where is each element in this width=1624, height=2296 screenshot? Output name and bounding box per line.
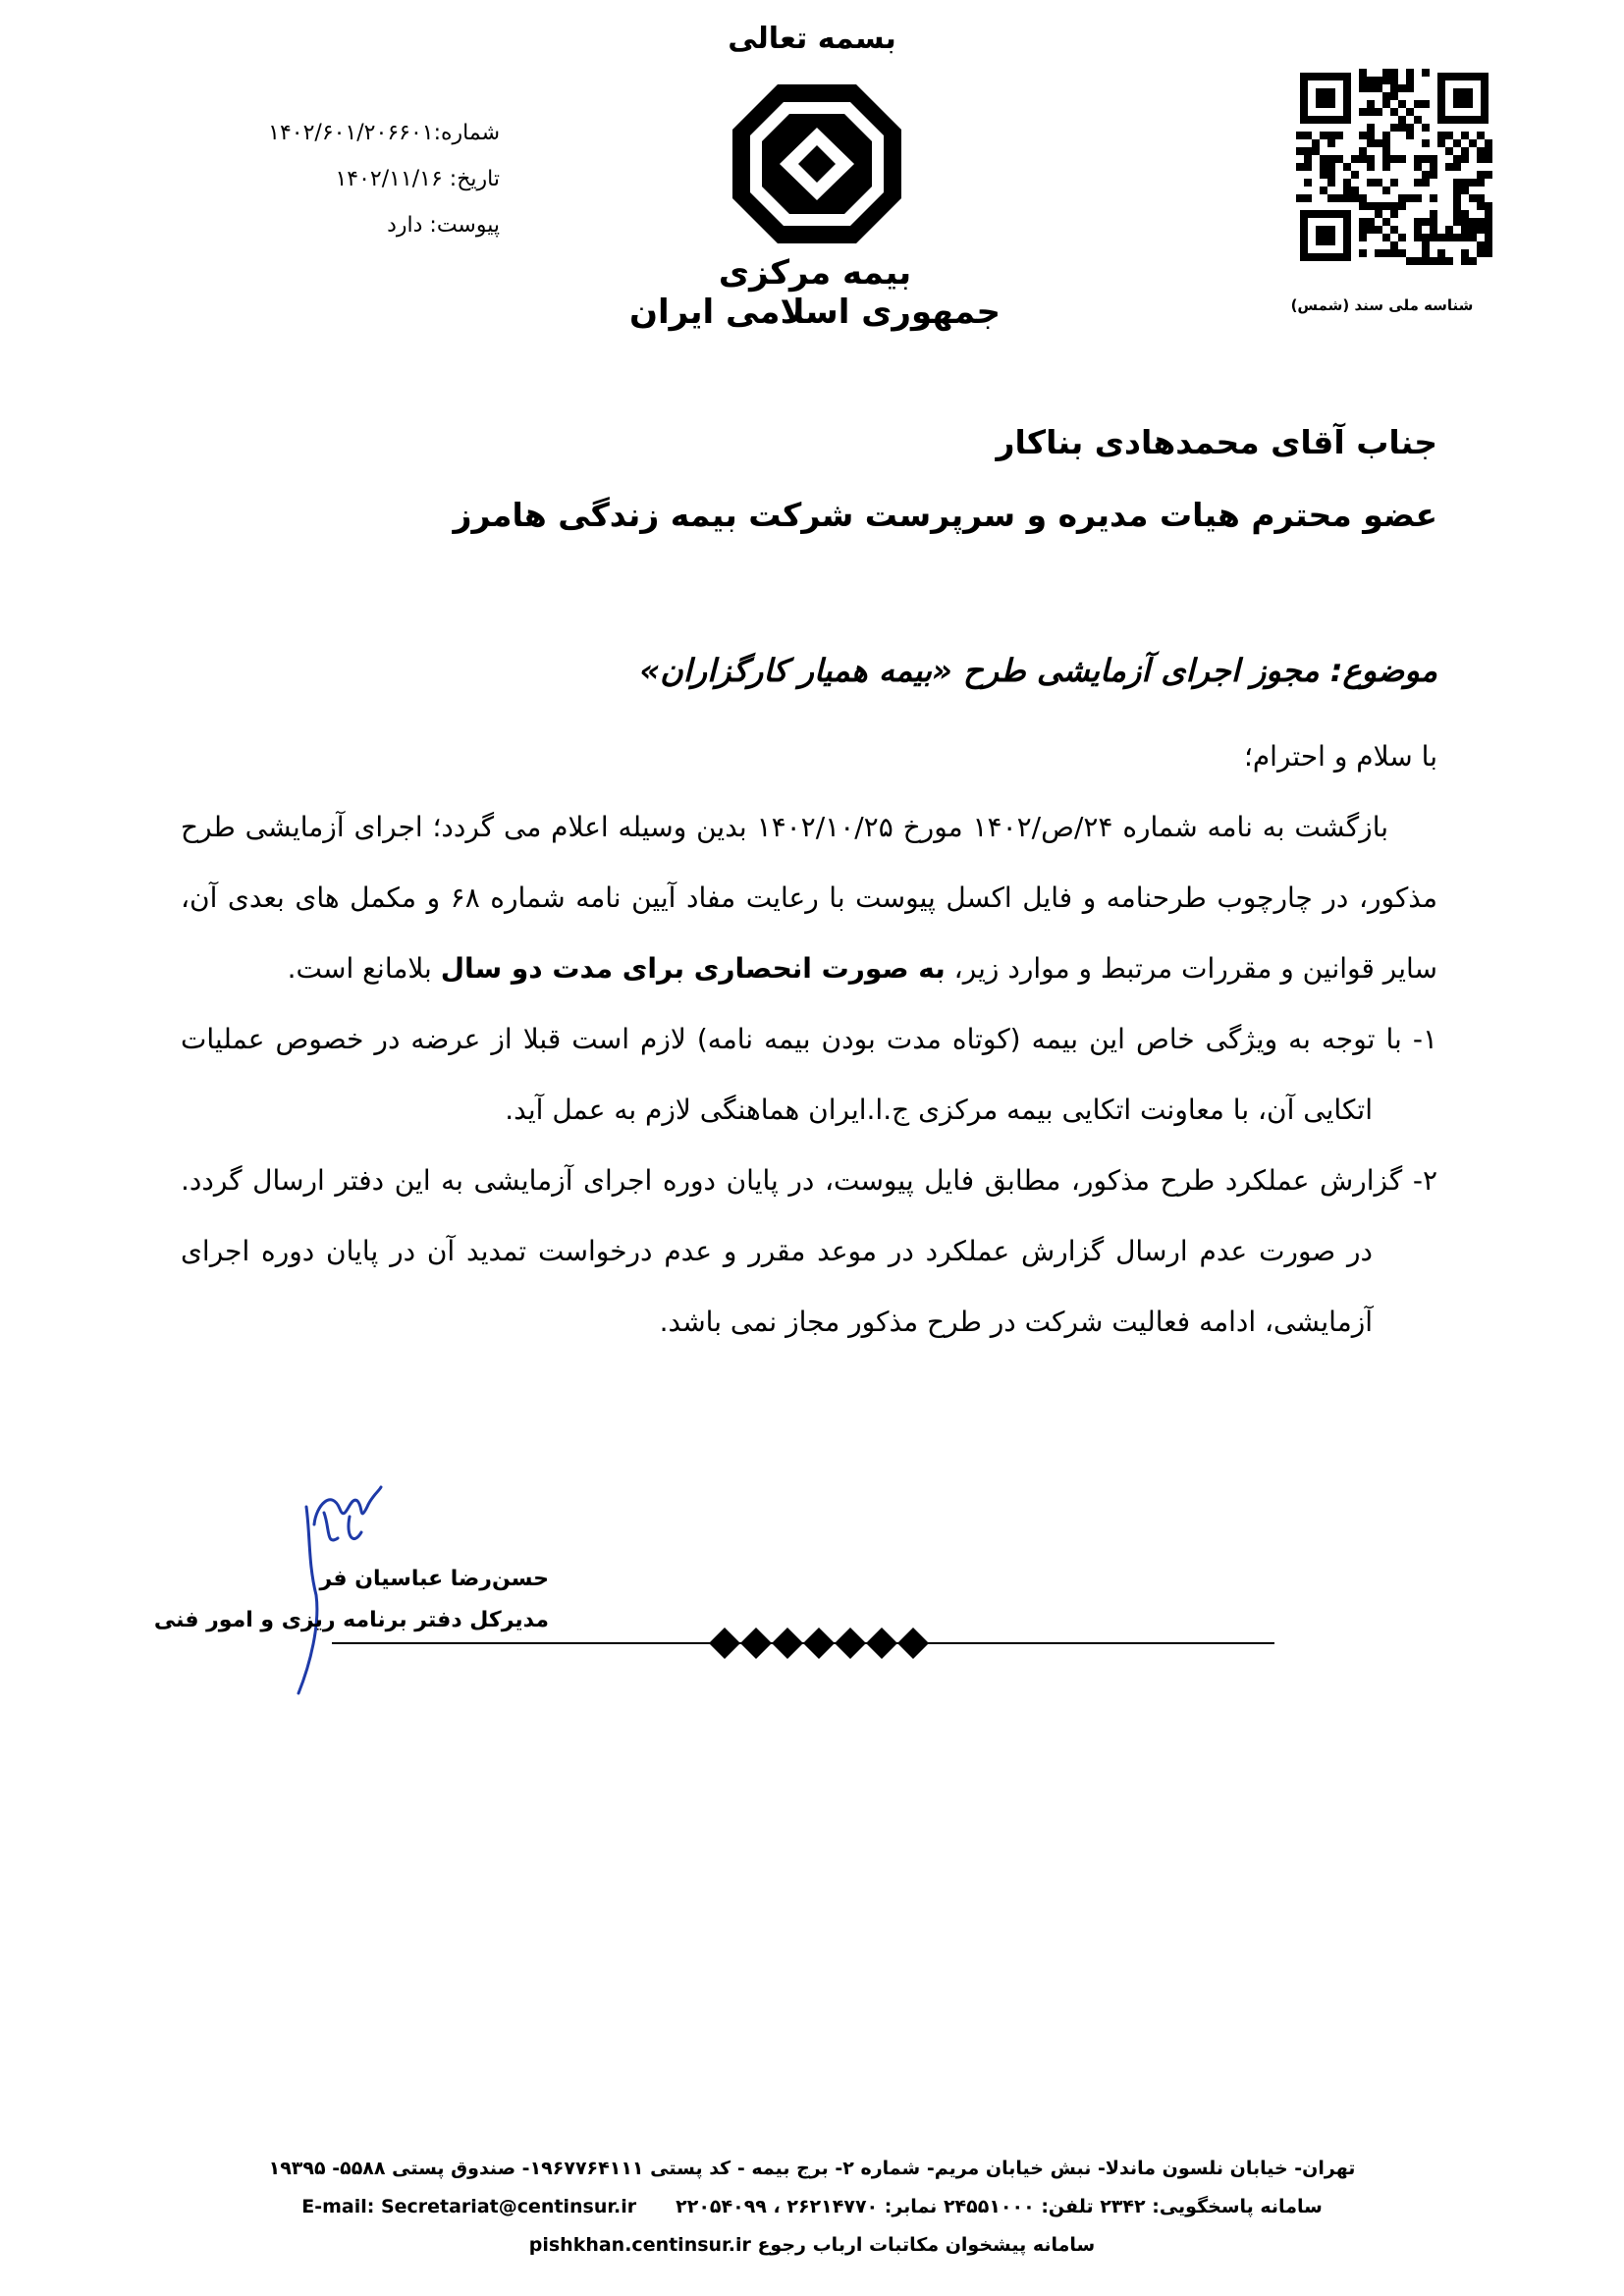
- letter-attachment: پیوست: دارد: [387, 213, 500, 238]
- letter-meta: [205, 110, 500, 248]
- body-text-part-2: بلامانع است.: [287, 952, 432, 985]
- footer-address: تهران- خیابان نلسون ماندلا- نبش خیابان مریم- شماره ۲- برج بیمه - کد پستی ۱۹۶۷۷۶۴۱۱۱- صندوق پستی ۵۵۸۸- ۱۹۳۹۵: [268, 2158, 1356, 2179]
- logo-line-1: بیمه مرکزی: [718, 253, 912, 293]
- signer-title: مدیرکل دفتر برنامه ریزی و امور فنی: [153, 1608, 549, 1632]
- list-item-1: ۱- با توجه به ویژگی خاص این بیمه (کوتاه مدت بودن بیمه نامه) لازم است قبلا از عرضه در خصوص عملیات اتکایی آن، با معاونت اتکایی بیمه مرکزی ج.ا.ایران هماهنگی لازم به عمل آید.: [181, 1023, 1437, 1126]
- recipient-title: عضو محترم هیات مدیره و سرپرست شرکت بیمه زندگی هامرز: [453, 496, 1437, 534]
- list-item-2: ۲- گزارش عملکرد طرح مذکور، مطابق فایل پیوست، در پایان دوره اجرای آزمایشی به این دفتر ارسال گردد. در صورت عدم ارسال گزارش عملکرد در موعد مقرر و عدم درخواست تمدید آن در پایان دوره اجرای آزمایشی، ادامه فعالیت شرکت در طرح مذکور مجاز نمی باشد.: [181, 1164, 1437, 1338]
- qr-caption: شناسه ملی سند (شمس): [1290, 296, 1474, 314]
- body-text-part-1: بازگشت به نامه شماره ۲۴/ص/۱۴۰۲ مورخ ۱۴۰۲/۱۰/۲۵ بدین وسیله اعلام می گردد؛ اجرای آزمایشی طرح مذکور، در چارچوب طرحنامه و فایل اکسل پیوست با رعایت مفاد آیین نامه شماره ۶۸ و مکمل های بعدی آن، سایر قوانین و مقررات مرتبط و موارد زیر،: [181, 811, 1438, 985]
- letter-date: تاریخ: ۱۴۰۲/۱۱/۱۶: [335, 167, 500, 191]
- recipient-name: جناب آقای محمدهادی بناکار: [996, 423, 1437, 461]
- recipient-block: [357, 406, 1437, 552]
- footer-ornament-divider: [332, 1622, 1274, 1665]
- logo-line-2: جمهوری اسلامی ایران: [628, 293, 1001, 332]
- footer-email[interactable]: E-mail: Secretariat@centinsur.ir: [301, 2196, 637, 2217]
- body-emphasis: به صورت انحصاری برای مدت دو سال: [440, 952, 946, 985]
- letter-number: شماره:۱۴۰۲/۶۰۱/۲۰۶۶۰۱: [268, 121, 500, 145]
- central-insurance-logo-icon: [729, 80, 905, 247]
- logo-wordmark: [628, 253, 1001, 332]
- footer-portal-label: سامانه پیشخوان مکاتبات ارباب رجوع: [757, 2234, 1096, 2256]
- signer-name: حسن‌رضا عباسیان فر: [319, 1567, 549, 1591]
- body-paragraph: [181, 792, 1437, 1004]
- footer-portal-line: [0, 2226, 1624, 2265]
- footer-portal-url[interactable]: pishkhan.centinsur.ir: [528, 2234, 751, 2256]
- letter-footer: [0, 2150, 1624, 2265]
- qr-code-icon: [1296, 69, 1492, 265]
- letter-subject: موضوع: مجوز اجرای آزمایشی طرح «بیمه همیار کارگزاران»: [639, 652, 1437, 689]
- letter-body: [181, 721, 1437, 1358]
- footer-contact-line: [0, 2188, 1624, 2226]
- greeting: با سلام و احترام؛: [1243, 740, 1437, 773]
- footer-phones: سامانه پاسخگویی: ۲۳۴۲ تلفن: ۲۴۵۵۱۰۰۰ نمابر: ۲۶۲۱۴۷۷۰ ، ۲۲۰۵۴۰۹۹: [676, 2196, 1323, 2217]
- invocation-heading: بسمه تعالی: [728, 22, 896, 56]
